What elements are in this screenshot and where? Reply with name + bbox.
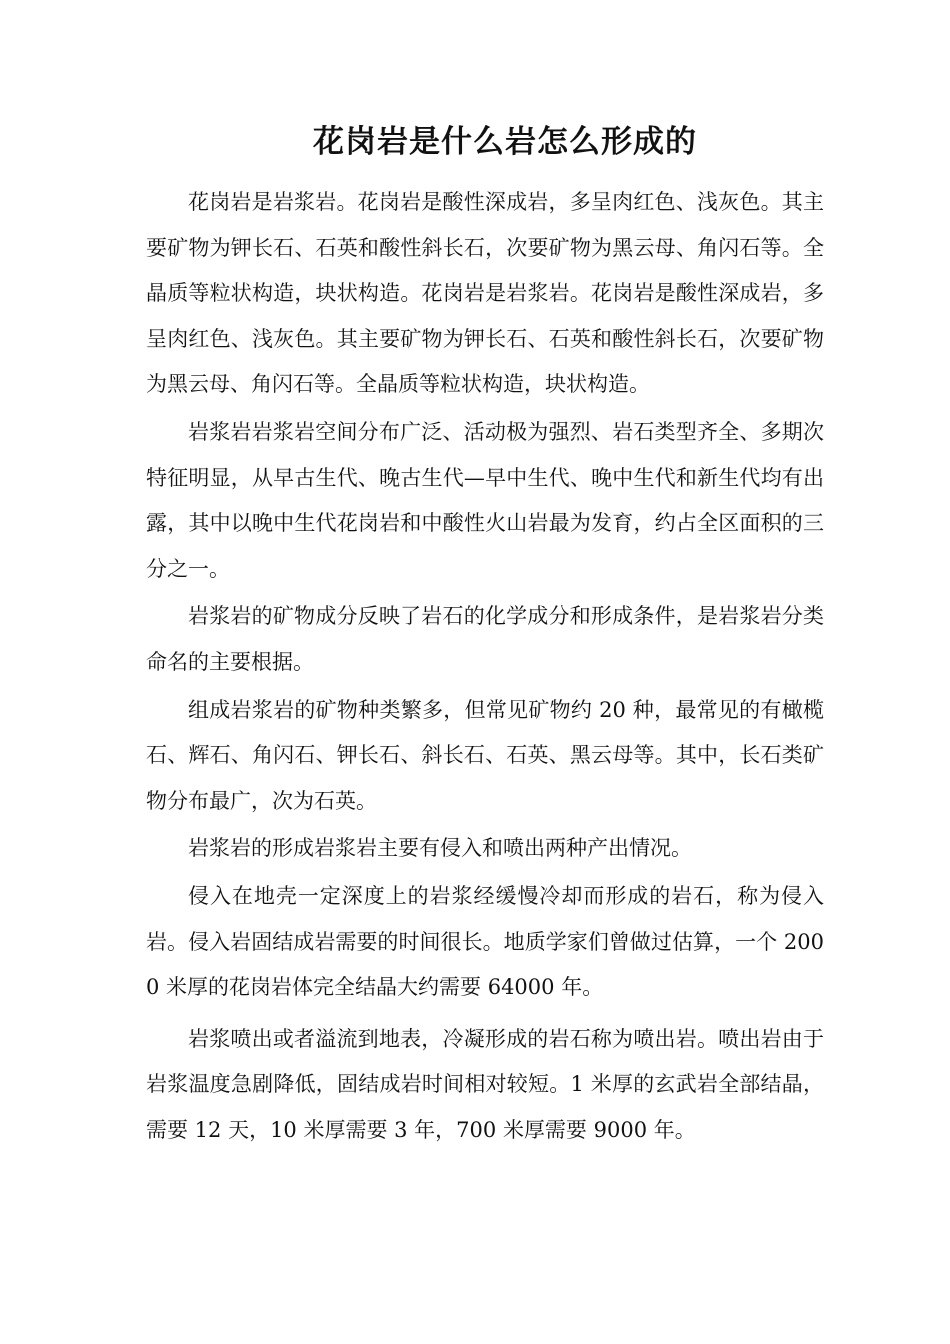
paragraph-2: 岩浆岩岩浆岩空间分布广泛、活动极为强烈、岩石类型齐全、多期次特征明显，从早古生代、晚古生代—早中生代、晚中生代和新生代均有出露，其中以晚中生代花岗岩和中酸性火山岩最为发育，约占全区面积的三分之一。 [146,419,824,581]
document-title: 花岗岩是什么岩怎么形成的 [313,124,697,160]
paragraph-5: 岩浆岩的形成岩浆岩主要有侵入和喷出两种产出情况。 [188,836,692,861]
paragraph-7: 岩浆喷出或者溢流到地表，冷凝形成的岩石称为喷出岩。喷出岩由于岩浆温度急剧降低，固结成岩时间相对较短。1 米厚的玄武岩全部结晶，需要 12 天，10 米厚需要 3 年，700 米厚需要 9000 年。 [146,1026,824,1142]
document-body [146,180,824,1155]
paragraph-3: 岩浆岩的矿物成分反映了岩石的化学成分和形成条件，是岩浆岩分类命名的主要根据。 [146,604,824,674]
paragraph-6: 侵入在地壳一定深度上的岩浆经缓慢冷却而形成的岩石，称为侵入岩。侵入岩固结成岩需要的时间很长。地质学家们曾做过估算，一个 2000 米厚的花岗岩体完全结晶大约需要 64000 年。 [146,883,824,1000]
paragraph-4: 组成岩浆岩的矿物种类繁多，但常见矿物约 20 种，最常见的有橄榄石、辉石、角闪石、钾长石、斜长石、石英、黑云母等。其中，长石类矿物分布最广，次为石英。 [146,697,824,813]
paragraph-1: 花岗岩是岩浆岩。花岗岩是酸性深成岩，多呈肉红色、浅灰色。其主要矿物为钾长石、石英和酸性斜长石，次要矿物为黑云母、角闪石等。全晶质等粒状构造，块状构造。花岗岩是岩浆岩。花岗岩是酸性深成岩，多呈肉红色、浅灰色。其主要矿物为钾长石、石英和酸性斜长石，次要矿物为黑云母、角闪石等。全晶质等粒状构造，块状构造。 [146,190,824,397]
